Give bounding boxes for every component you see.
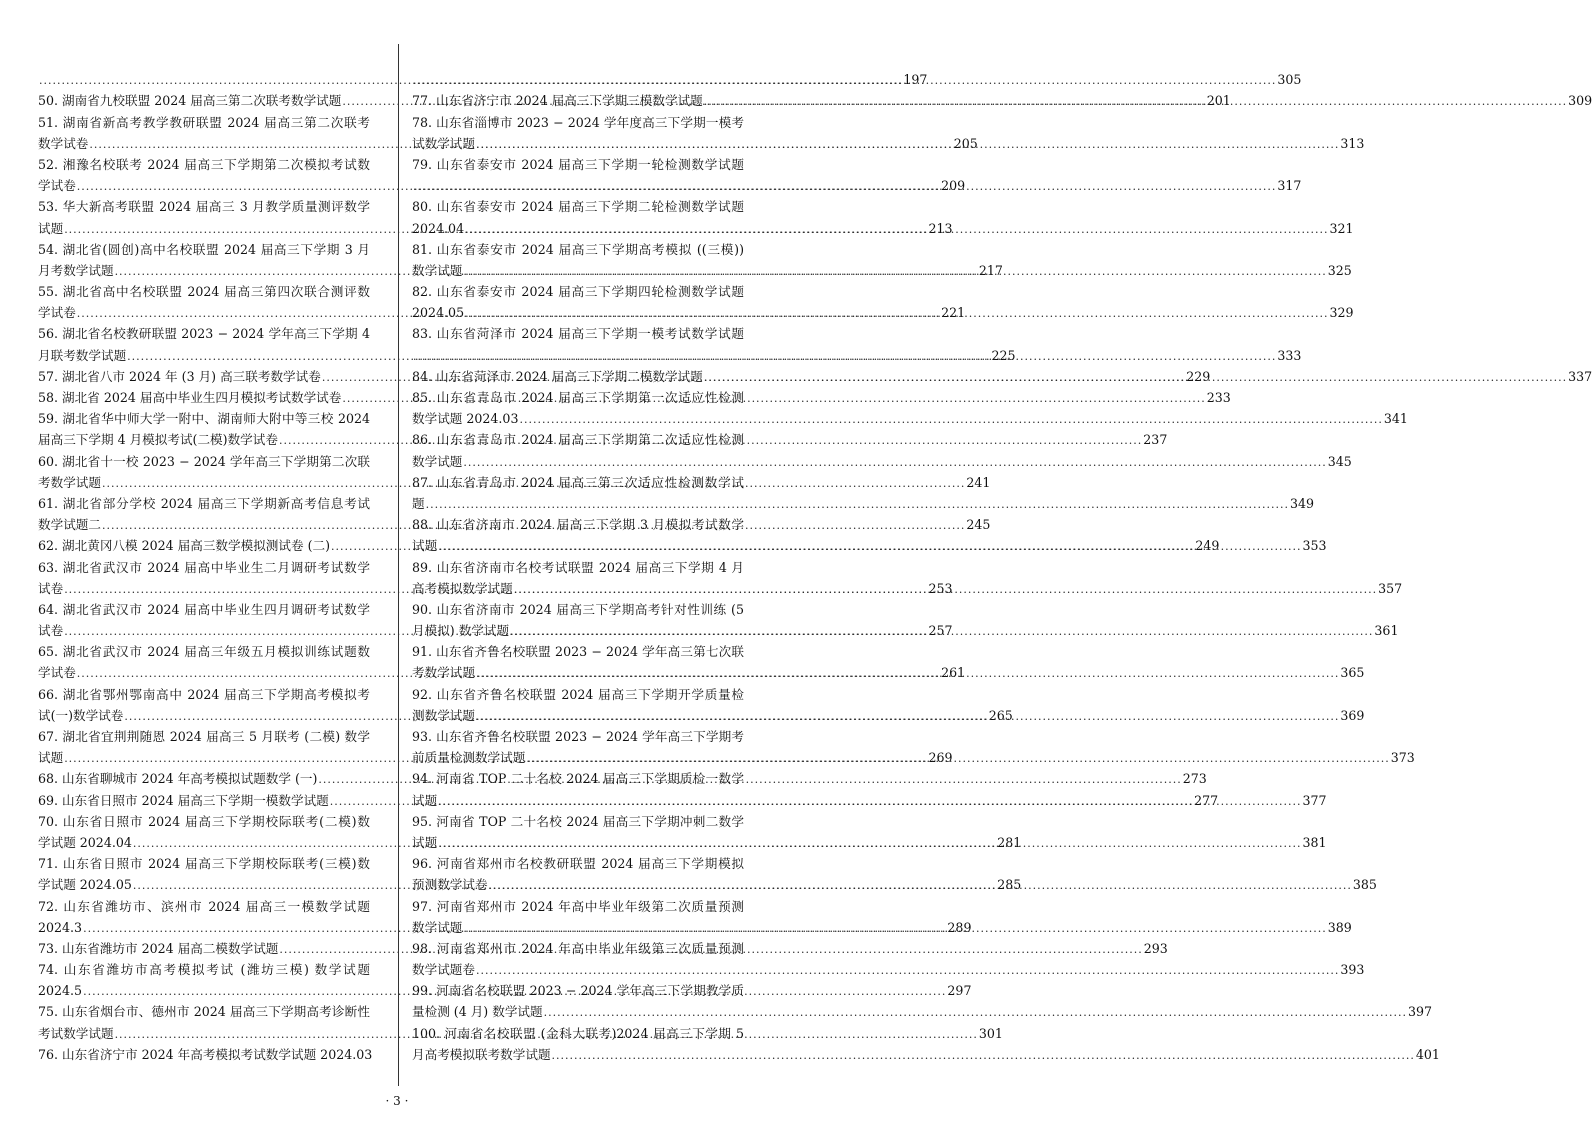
entry-title-line: 79. 山东省泰安市 2024 届高三下学期一轮检测数学试题 (412, 156, 744, 172)
entry-title-line: 届高三下学期 4 月模拟考试(二模)数学试卷 (38, 432, 278, 448)
entry-title-line: 88. 山东省济南市 2024 届高三下学期 3 月模拟考试数学 (412, 517, 744, 533)
entry-title-line: 52. 湘豫名校联考 2024 届高三下学期第二次模拟考试数 (38, 156, 370, 172)
entry-title-line: 试题 (412, 792, 438, 808)
leader-dots (519, 409, 1382, 430)
entry-title-line: 50. 湖南省九校联盟 2024 届高三第二次联考数学试题 (38, 93, 342, 109)
entry-page-number: 229 (1186, 368, 1211, 384)
entry-title-line: 60. 湖北省十一校 2023 − 2024 学年高三下学期第二次联 (38, 453, 370, 469)
entry-title-line: 78. 山东省淄博市 2023 − 2024 学年度高三下学期一模考 (412, 114, 744, 130)
entry-page-number: 337 (1568, 368, 1592, 384)
entry-page-number: 345 (1327, 453, 1352, 469)
entry-page-number: 293 (1143, 940, 1168, 956)
entry-title-line: 59. 湖北省华中师大学一附中、湖南师大附中等三校 2024 (38, 411, 370, 427)
entry-page-number: 265 (988, 707, 1013, 723)
entry-page-number: 221 (941, 305, 966, 321)
leader-dots (438, 536, 1301, 557)
entry-page-number: 333 (1277, 347, 1302, 363)
entry-page-number: 321 (1329, 220, 1354, 236)
entry-page-number: 309 (1568, 93, 1592, 109)
entry-title-line: 测数学试题 (412, 707, 475, 723)
leader-dots (463, 452, 1326, 473)
entry-page-number: 361 (1374, 623, 1399, 639)
entry-title-line: 86. 山东省青岛市 2024 届高三下学期第二次适应性检测 (412, 432, 744, 448)
entry-page-number: 261 (941, 665, 966, 681)
entry-title-line: 2024.3 (38, 919, 83, 935)
entry-title-line: 试题 (412, 834, 438, 850)
leader-dots (413, 70, 1276, 91)
entry-title-line: 64. 湖北省武汉市 2024 届高中毕业生四月调研考试数学 (38, 601, 370, 617)
entry-title-line: 学试题 2024.05 (38, 877, 132, 893)
entry-page-number: 225 (991, 347, 1016, 363)
leader-dots (476, 706, 1339, 727)
leader-dots (463, 261, 1326, 282)
entry-page-number: 249 (1195, 538, 1220, 554)
entry-title-line: 80. 山东省泰安市 2024 届高三下学期二轮检测数学试题 (412, 199, 744, 215)
entry-title-line: 月模拟) 数学试题 (412, 623, 510, 639)
leader-dots (463, 918, 1326, 939)
entry-title-line: 题 (412, 495, 425, 511)
entry-title-line: 71. 山东省日照市 2024 届高三下学期校际联考(三模)数 (38, 856, 370, 872)
entry-title-line: 98. 河南省郑州市 2024 年高中毕业年级第三次质量预测 (412, 940, 744, 956)
entry-title-line: 试题 (38, 750, 64, 766)
leader-dots (438, 791, 1301, 812)
entry-title-line: 91. 山东省齐鲁名校联盟 2023 − 2024 学年高三第七次联 (412, 644, 744, 660)
entry-title-line: 前质量检测数学试题 (412, 750, 526, 766)
entry-title-line: 81. 山东省泰安市 2024 届高三下学期高考模拟 ((三模)) (412, 241, 744, 257)
column-divider (398, 44, 399, 1086)
leader-dots (476, 960, 1339, 981)
entry-title-line: 月考数学试题 (38, 262, 114, 278)
entry-title-line: 74. 山东省潍坊市高考模拟考试 (潍坊三模) 数学试题 (38, 962, 370, 978)
entry-title-line: 量检测 (4 月) 数学试题 (412, 1004, 543, 1020)
entry-title-line: 51. 湖南省新高考教学教研联盟 2024 届高三第二次联考 (38, 114, 370, 130)
entry-page-number: 329 (1329, 305, 1354, 321)
entry-page-number: 317 (1277, 178, 1302, 194)
entry-page-number: 257 (928, 623, 953, 639)
entry-page-number: 381 (1302, 834, 1327, 850)
entry-title-line: 62. 湖北黄冈八模 2024 届高三数学模拟测试卷 (二) (38, 538, 331, 554)
leader-dots (465, 219, 1328, 240)
entry-title-line: 数学试题 (412, 453, 463, 469)
entry-page-number: 357 (1378, 580, 1403, 596)
entry-title-line: 73. 山东省潍坊市 2024 届高二模数学试题 (38, 940, 279, 956)
entry-title-line: 月联考数学试题 (38, 347, 127, 363)
entry-title-line: 58. 湖北省 2024 届高中毕业生四月模拟考试数学试卷 (38, 390, 342, 405)
entry-page-number: 313 (1340, 135, 1365, 151)
entry-title-line: 2024.04 (412, 220, 465, 236)
entry-title-line: 63. 湖北省武汉市 2024 届高中毕业生二月调研考试数学 (38, 559, 370, 575)
entry-title-line: 57. 湖北省八市 2024 年 (3 月) 高三联考数学试卷 (38, 368, 321, 384)
entry-page-number: 209 (941, 178, 966, 194)
entry-title-line: 考试数学试题 (38, 1025, 114, 1041)
entry-page-number: 289 (947, 919, 972, 935)
leader-dots (510, 621, 1373, 642)
entry-page-number: 269 (928, 750, 953, 766)
entry-page-number: 305 (1277, 72, 1302, 88)
entry-title-line: 数学试题 2024.03 (412, 411, 519, 427)
entry-title-line: 83. 山东省菏泽市 2024 届高三下学期一模考试数学试题 (412, 326, 744, 342)
entry-title-line: 82. 山东省泰安市 2024 届高三下学期四轮检测数学试题 (412, 284, 744, 300)
entry-page-number: 389 (1327, 919, 1352, 935)
entry-title-line: 100. 河南省名校联盟 (金科大联考)2024 届高三下学期 5 (412, 1025, 744, 1041)
entry-page-number: 397 (1407, 1004, 1432, 1020)
entry-title-line: 85. 山东省青岛市 2024 届高三下学期第一次适应性检测 (412, 390, 744, 405)
entry-title-line: 试(一)数学试卷 (38, 707, 124, 723)
entry-title-line: 试卷 (38, 623, 64, 639)
entry-title-line (38, 48, 370, 69)
entry-page-number: 213 (928, 220, 953, 236)
entry-title-line (412, 48, 744, 69)
entry-title-line: 月高考模拟联考数学试题 (412, 1046, 551, 1062)
entry-title-line: 94. 河南省 TOP 二十名校 2024 届高三下学期质检一数学 (412, 771, 744, 787)
entry-page-number: 369 (1340, 707, 1365, 723)
entry-title-line: 数学试题 (412, 262, 463, 278)
entry-title-line: 84. 山东省菏泽市 2024 届高三下学期二模数学试题 (412, 368, 703, 384)
entry-title-line: 考数学试题 (412, 665, 475, 681)
leader-dots (413, 346, 1276, 367)
entry-title-line: 66. 湖北省鄂州鄂南高中 2024 届高三下学期高考模拟考 (38, 686, 370, 702)
entry-page-number: 349 (1289, 495, 1314, 511)
leader-dots (544, 1002, 1407, 1023)
entry-page-number: 365 (1340, 665, 1365, 681)
entry-page-number: 393 (1340, 962, 1365, 978)
entry-title-line: 75. 山东省烟台市、德州市 2024 届高三下学期高考诊断性 (38, 1004, 370, 1020)
leader-dots (476, 663, 1339, 684)
entry-page-number: 301 (978, 1025, 1003, 1041)
leader-dots (438, 833, 1301, 854)
leader-dots (526, 748, 1389, 769)
leader-dots (514, 579, 1377, 600)
entry-page-number: 281 (997, 834, 1022, 850)
entry-page-number: 217 (978, 262, 1003, 278)
entry-page-number: 377 (1302, 792, 1327, 808)
entry-page-number: 245 (966, 517, 991, 533)
entry-page-number: 401 (1415, 1046, 1440, 1062)
entry-page-number: 277 (1194, 792, 1219, 808)
entry-title-line: 67. 湖北省宜荆荆随恩 2024 届高三 5 月联考 (二模) 数学 (38, 729, 370, 744)
entry-title-line: 2024.5 (38, 983, 83, 999)
entry-page-number: 237 (1143, 432, 1168, 448)
entry-title-line: 72. 山东省潍坊市、滨州市 2024 届高三一模数学试题 (38, 898, 370, 914)
toc-entry[interactable] (38, 48, 928, 90)
entry-page-number: 341 (1383, 411, 1408, 427)
entry-title-line: 数学试题卷 (412, 962, 475, 978)
entry-title-line: 2024.05 (412, 305, 465, 321)
entry-title-line: 69. 山东省日照市 2024 届高三下学期一模数学试题 (38, 792, 329, 808)
entry-title-line: 77. 山东省济宁市 2024 届高三下学期三模数学试题 (412, 93, 703, 109)
entry-title-line: 预测数学试卷 (412, 877, 488, 893)
entry-page-number: 253 (928, 580, 953, 596)
entry-title-line: 97. 河南省郑州市 2024 年高中毕业年级第二次质量预测 (412, 898, 744, 914)
entry-title-line: 数学试卷 (38, 135, 89, 151)
toc-entry[interactable] (38, 790, 1219, 811)
leader-dots (426, 494, 1289, 515)
entry-title-line: 96. 河南省郑州市名校教研联盟 2024 届高三下学期模拟 (412, 856, 744, 872)
leader-dots (489, 875, 1352, 896)
entry-title-line: 学试题 2024.04 (38, 834, 132, 850)
entry-page-number: 273 (1182, 771, 1207, 787)
entry-page-number: 201 (1206, 93, 1231, 109)
entry-title-line: 76. 山东省济宁市 2024 年高考模拟考试数学试题 2024.03 (38, 1046, 373, 1062)
entry-title-line: 55. 湖北省高中名校联盟 2024 届高三第四次联合测评数 (38, 284, 370, 300)
entry-title-line: 考数学试题 (38, 474, 101, 490)
entry-title-line: 53. 华大新高考联盟 2024 届高三 3 月教学质量测评数学 (38, 199, 370, 215)
entry-title-line: 学试卷 (38, 665, 76, 681)
entry-title-line: 93. 山东省齐鲁名校联盟 2023 − 2024 学年高三下学期考 (412, 729, 744, 744)
entry-page-number: 297 (947, 983, 972, 999)
page-number: · 3 · (385, 1094, 409, 1108)
leader-dots (465, 303, 1328, 324)
entry-title-line: 70. 山东省日照市 2024 届高三下学期校际联考(二模)数 (38, 813, 370, 829)
entry-page-number: 353 (1302, 538, 1327, 554)
entry-title-line: 数学试题 (412, 919, 463, 935)
entry-title-line: 89. 山东省济南市名校考试联盟 2024 届高三下学期 4 月 (412, 559, 744, 575)
leader-dots (704, 367, 1567, 388)
leader-dots (552, 1045, 1415, 1066)
leader-dots (476, 134, 1339, 155)
entry-title-line: 试题 (412, 538, 438, 554)
entry-page-number: 197 (903, 72, 928, 88)
entry-title-line: 试卷 (38, 580, 64, 596)
entry-title-line: 90. 山东省济南市 2024 届高三下学期高考针对性训练 (5 (412, 601, 744, 617)
entry-title-line: 56. 湖北省名校教研联盟 2023 − 2024 学年高三下学期 4 (38, 326, 370, 342)
leader-dots (704, 91, 1567, 112)
entry-page-number: 385 (1352, 877, 1377, 893)
entry-page-number: 233 (1206, 390, 1231, 405)
entry-title-line: 99. 河南省名校联盟 2023 − 2024 学年高三下学期教学质 (412, 983, 744, 999)
entry-title-line: 数学试题二 (38, 517, 101, 533)
entry-title-line: 61. 湖北省部分学校 2024 届高三下学期新高考信息考试 (38, 495, 370, 511)
toc-entry[interactable] (38, 1044, 373, 1065)
entry-page-number: 285 (997, 877, 1022, 893)
entry-title-line: 学试卷 (38, 305, 76, 321)
entry-title-line: 54. 湖北省(圆创)高中名校联盟 2024 届高三下学期 3 月 (38, 241, 370, 257)
entry-page-number: 241 (966, 474, 991, 490)
entry-title-line: 68. 山东省聊城市 2024 年高考模拟试题数学 (一) (38, 771, 318, 787)
entry-title-line: 95. 河南省 TOP 二十名校 2024 届高三下学期冲刺二数学 (412, 813, 744, 829)
entry-page-number: 325 (1327, 262, 1352, 278)
entry-title-line: 87. 山东省青岛市 2024 届高三第三次适应性检测数学试 (412, 474, 744, 490)
entry-page-number: 373 (1390, 750, 1415, 766)
entry-title-line: 试数学试题 (412, 135, 475, 151)
entry-title-line: 92. 山东省齐鲁名校联盟 2024 届高三下学期开学质量检 (412, 686, 744, 702)
leader-dots (413, 176, 1276, 197)
entry-title-line: 65. 湖北省武汉市 2024 届高三年级五月模拟训练试题数 (38, 644, 370, 660)
entry-title-line: 试题 (38, 220, 64, 236)
entry-title-line: 高考模拟数学试题 (412, 580, 513, 596)
entry-title-line: 学试卷 (38, 178, 76, 194)
entry-page-number: 205 (953, 135, 978, 151)
